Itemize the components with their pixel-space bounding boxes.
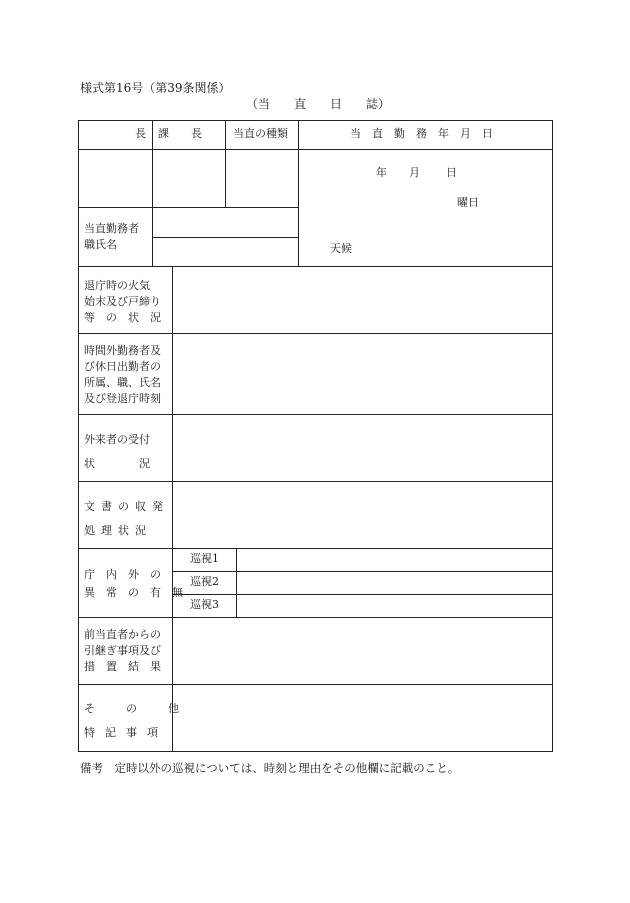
documents-label: 文書の収発 処理状況 [84,500,169,537]
weekday-label: 曜日 [457,196,479,209]
duty-type-column-header: 当直の種類 [233,127,288,140]
day-label: 日 [446,166,457,179]
month-label: 月 [409,166,420,179]
patrol-2-label: 巡視2 [190,575,219,588]
duty-staff-label: 当直勤務者 職氏名 [84,222,139,251]
patrol-1-label: 巡視1 [190,552,219,565]
section-chief-column-header: 課 長 [158,127,202,140]
closing-status-label: 退庁時の火気 始末及び戸締り 等 の 状 況 [84,279,161,324]
weather-label: 天候 [330,242,352,255]
other-notes-label: そ の 他 特記事項 [84,702,189,739]
patrol-3-label: 巡視3 [190,598,219,611]
chief-column-header: 長 [135,127,146,140]
duty-date-column-header: 当 直 勤 務 年 月 日 [350,127,493,140]
overtime-staff-label: 時間外勤務者及 び休日出勤者の 所属、職、氏名 及び登退庁時刻 [84,344,161,405]
year-label: 年 [376,166,387,179]
anomalies-label: 庁 内 外 の 異 常 の 有 無 [84,568,183,599]
page-title: （当 直 日 誌） [246,97,391,111]
form-number: 様式第16号（第39条関係） [80,81,231,95]
footer-note: 備考 定時以外の巡視については、時刻と理由をその他欄に記載のこと。 [80,761,460,775]
visitors-label: 外来者の受付 状 況 [84,433,150,470]
handover-label: 前当直者からの 引継ぎ事項及び 措 置 結 果 [84,628,161,673]
